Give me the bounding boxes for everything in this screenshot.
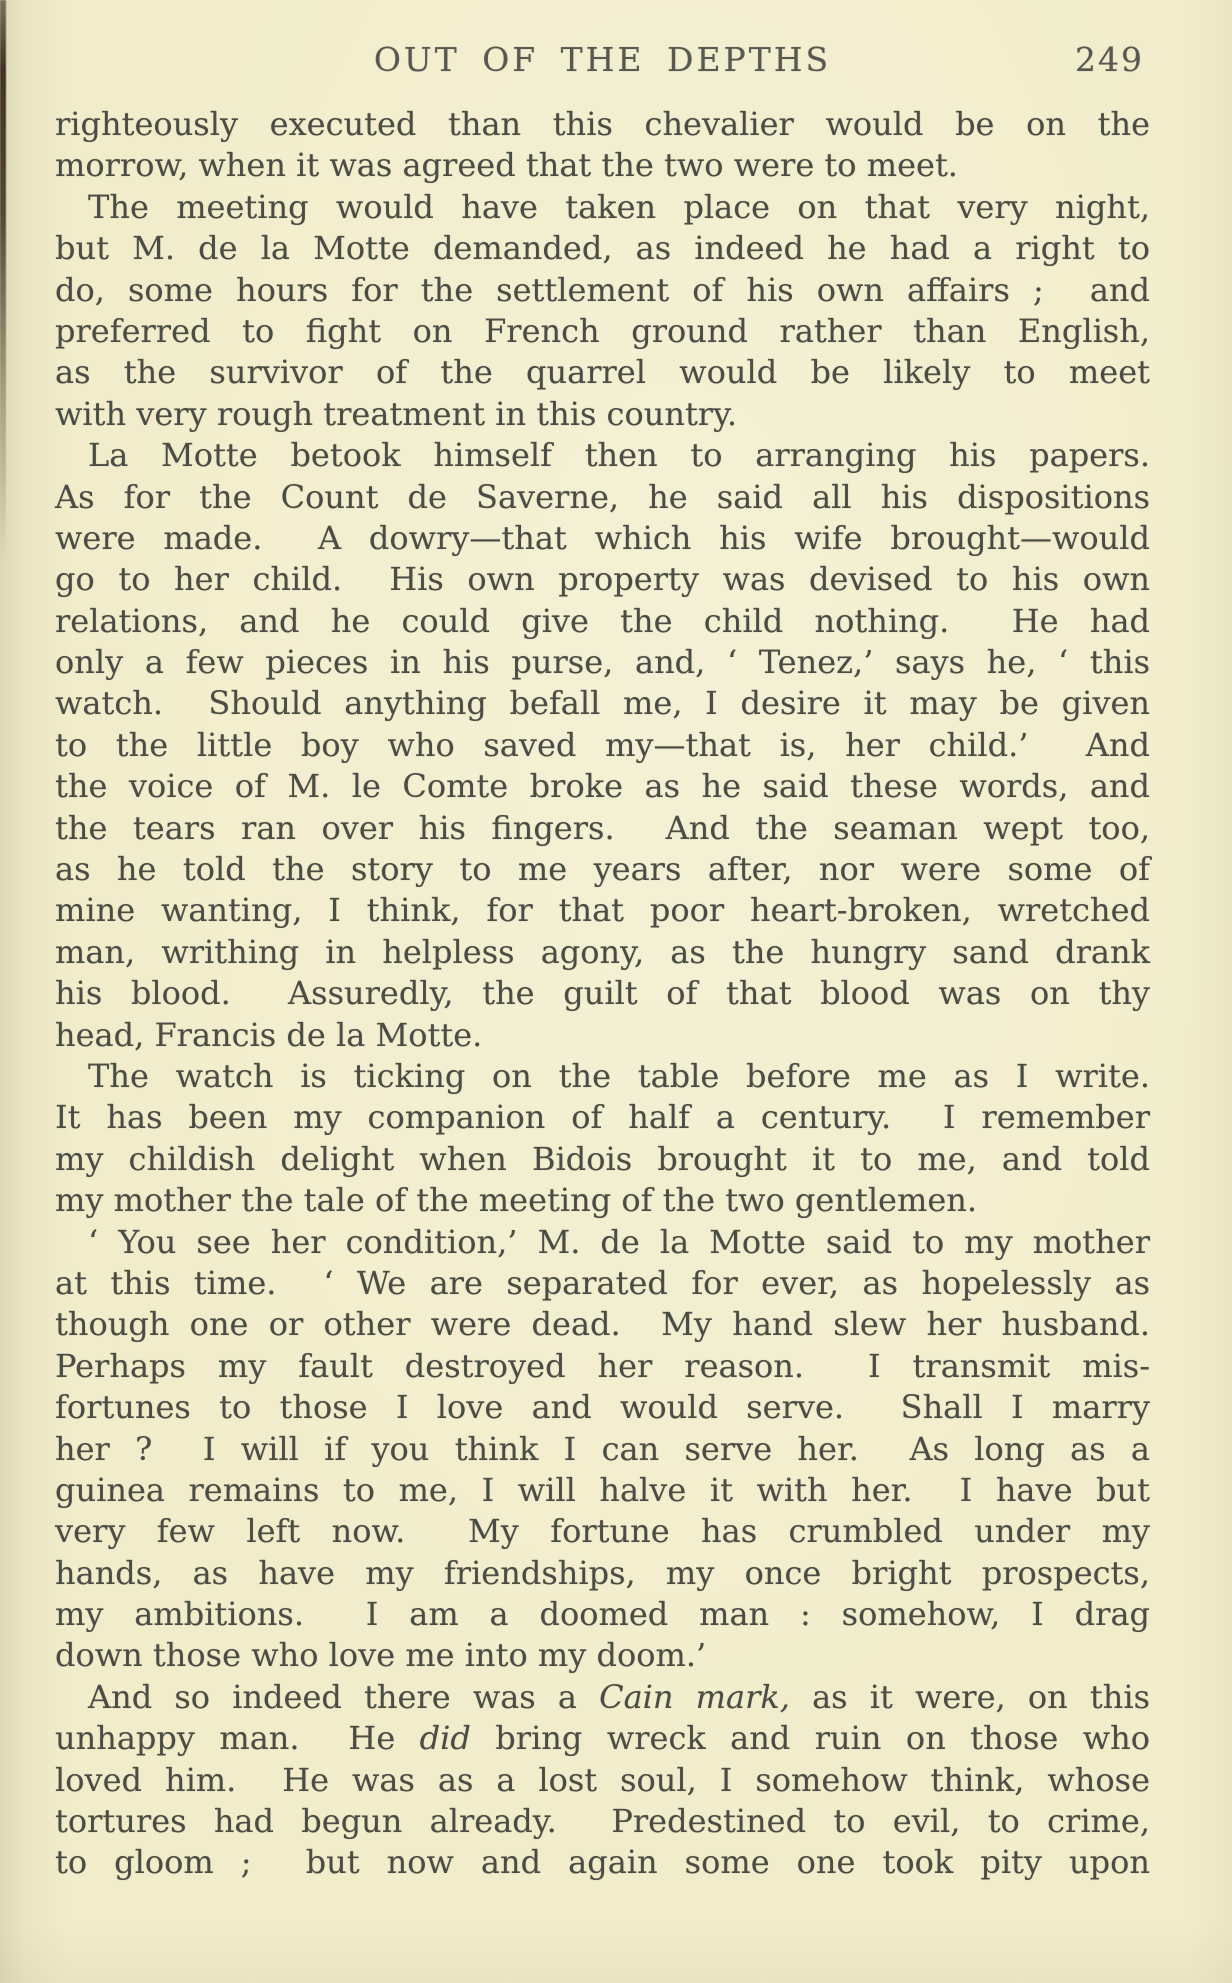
- body-text-segment: fortunes to those I love and would serve. Shall I marry: [55, 1388, 1150, 1427]
- text-line: [55, 352, 1150, 393]
- text-line: [55, 890, 1150, 931]
- text-line: [55, 601, 1150, 642]
- italic-text: did: [419, 1719, 471, 1758]
- body-text-segment: As for the Count de Saverne, he said all his dispositions: [55, 477, 1150, 516]
- text-line: [55, 1429, 1150, 1470]
- body-text-segment: guinea remains to me, I will halve it with her. I have but: [55, 1470, 1150, 1509]
- text-line: [55, 1015, 1150, 1056]
- text-line: [55, 435, 1150, 476]
- body-text-segment: as it were, on this: [789, 1677, 1151, 1716]
- text-line: [55, 683, 1150, 724]
- text-line: [55, 1594, 1150, 1635]
- paragraph: [55, 435, 1150, 1056]
- body-text-segment: man, writhing in helpless agony, as the hungry sand drank: [55, 932, 1150, 971]
- text-line: [55, 1677, 1150, 1718]
- body-text-segment: his blood. Assuredly, the guilt of that blood was on thy: [55, 974, 1150, 1013]
- running-header-title: OUT OF THE DEPTHS: [373, 40, 832, 79]
- text-line: [55, 477, 1150, 518]
- body-text-segment: as he told the story to me years after, nor were some of: [55, 850, 1150, 889]
- text-line: [55, 932, 1150, 973]
- text-line: [55, 311, 1150, 352]
- body-text-segment: my childish delight when Bidois brought it to me, and told: [55, 1139, 1150, 1178]
- paragraph: [55, 1222, 1150, 1677]
- paragraph: [55, 104, 1150, 187]
- body-text-segment: my ambitions. I am a doomed man : somehow, I drag: [55, 1595, 1150, 1634]
- paragraph: [55, 1677, 1150, 1884]
- page-number: 249: [1075, 40, 1144, 79]
- body-text-segment: tortures had begun already. Predestined to evil, to crime,: [55, 1802, 1150, 1841]
- body-text-segment: It has been my companion of half a century. I remember: [55, 1098, 1150, 1137]
- text-line: [55, 642, 1150, 683]
- paragraph: [55, 187, 1150, 435]
- body-text-segment: And so indeed there was a: [88, 1677, 600, 1716]
- text-line: [55, 1387, 1150, 1428]
- running-header: [55, 40, 1150, 80]
- body-text-segment: The meeting would have taken place on that very night,: [88, 187, 1150, 226]
- body-text-segment: the voice of M. le Comte broke as he said these words, and: [55, 767, 1150, 806]
- body-text-segment: relations, and he could give the child nothing. He had: [55, 601, 1150, 640]
- text-line: [55, 1222, 1150, 1263]
- text-line: [55, 973, 1150, 1014]
- text-line: [55, 725, 1150, 766]
- body-text-segment: down those who love me into my doom.’: [55, 1636, 707, 1675]
- paragraph: [55, 1056, 1150, 1222]
- body-text-segment: were made. A dowry—that which his wife brought—would: [55, 518, 1150, 557]
- body-text-segment: but M. de la Motte demanded, as indeed he had a right to: [55, 229, 1150, 268]
- body-text-segment: head, Francis de la Motte.: [55, 1015, 483, 1054]
- body-text-segment: The watch is ticking on the table before me as I write.: [88, 1056, 1150, 1095]
- italic-text: Cain mark,: [599, 1677, 790, 1716]
- text-line: [55, 394, 1150, 435]
- text-line: [55, 1056, 1150, 1097]
- body-text-segment: righteously executed than this chevalier would be on the: [55, 105, 1150, 143]
- body-text-segment: unhappy man. He: [55, 1719, 420, 1758]
- text-line: [55, 145, 1150, 186]
- body-text-segment: bring wreck and ruin on those who: [470, 1719, 1151, 1758]
- body-text-segment: at this time. ‘ We are separated for ever, as hopelessly as: [55, 1263, 1150, 1302]
- text-line: [55, 808, 1150, 849]
- text-line: [55, 1346, 1150, 1387]
- body-text-segment: very few left now. My fortune has crumbled under my: [55, 1512, 1150, 1551]
- text-line: [55, 1511, 1150, 1552]
- text-line: [55, 1139, 1150, 1180]
- text-line: [55, 1180, 1150, 1221]
- body-text-segment: ‘ You see her condition,’ M. de la Motte said to my mother: [88, 1222, 1150, 1261]
- body-text-segment: though one or other were dead. My hand slew her husband.: [55, 1305, 1150, 1344]
- body-text-segment: my mother the tale of the meeting of the two gentlemen.: [55, 1181, 978, 1220]
- text-line: [55, 559, 1150, 600]
- text-line: [55, 1760, 1150, 1801]
- body-text-segment: as the survivor of the quarrel would be likely to meet: [55, 353, 1150, 392]
- body-text-segment: mine wanting, I think, for that poor heart-broken, wretched: [55, 891, 1150, 930]
- body-text-segment: with very rough treatment in this country.: [55, 394, 738, 433]
- text-line: [55, 1097, 1150, 1138]
- body-text-segment: to the little boy who saved my—that is, her child.’ And: [55, 725, 1150, 764]
- text-line: [55, 849, 1150, 890]
- text-line: [55, 766, 1150, 807]
- text-line: [55, 104, 1150, 145]
- text-line: [55, 1842, 1150, 1883]
- text-line: [55, 1801, 1150, 1842]
- body-text-segment: Perhaps my fault destroyed her reason. I transmit mis-: [55, 1346, 1150, 1385]
- text-line: [55, 1718, 1150, 1759]
- body-text-segment: her ? I will if you think I can serve her. As long as a: [55, 1429, 1150, 1468]
- text-line: [55, 1304, 1150, 1345]
- scan-edge-shadow: [0, 0, 6, 560]
- body-text-segment: do, some hours for the settlement of his own affairs ; and: [55, 270, 1150, 309]
- body-text-segment: La Motte betook himself then to arranging his papers.: [88, 436, 1150, 475]
- text-line: [55, 187, 1150, 228]
- page-body: [55, 104, 1150, 1884]
- body-text-segment: the tears ran over his fingers. And the seaman wept too,: [55, 808, 1150, 847]
- text-line: [55, 1470, 1150, 1511]
- text-line: [55, 270, 1150, 311]
- text-line: [55, 1263, 1150, 1304]
- body-text-segment: morrow, when it was agreed that the two were to meet.: [55, 146, 958, 185]
- body-text-segment: to gloom ; but now and again some one took pity upon: [55, 1843, 1150, 1882]
- body-text-segment: watch. Should anything befall me, I desire it may be given: [55, 684, 1150, 723]
- text-line: [55, 1553, 1150, 1594]
- body-text-segment: only a few pieces in his purse, and, ‘ Tenez,’ says he, ‘ this: [55, 643, 1150, 682]
- text-line: [55, 228, 1150, 269]
- body-text-segment: preferred to fight on French ground rather than English,: [55, 311, 1150, 350]
- body-text-segment: loved him. He was as a lost soul, I somehow think, whose: [55, 1760, 1150, 1799]
- body-text-segment: go to her child. His own property was devised to his own: [55, 560, 1150, 599]
- body-text-segment: hands, as have my friendships, my once bright prospects,: [55, 1553, 1150, 1592]
- text-line: [55, 1635, 1150, 1676]
- text-line: [55, 518, 1150, 559]
